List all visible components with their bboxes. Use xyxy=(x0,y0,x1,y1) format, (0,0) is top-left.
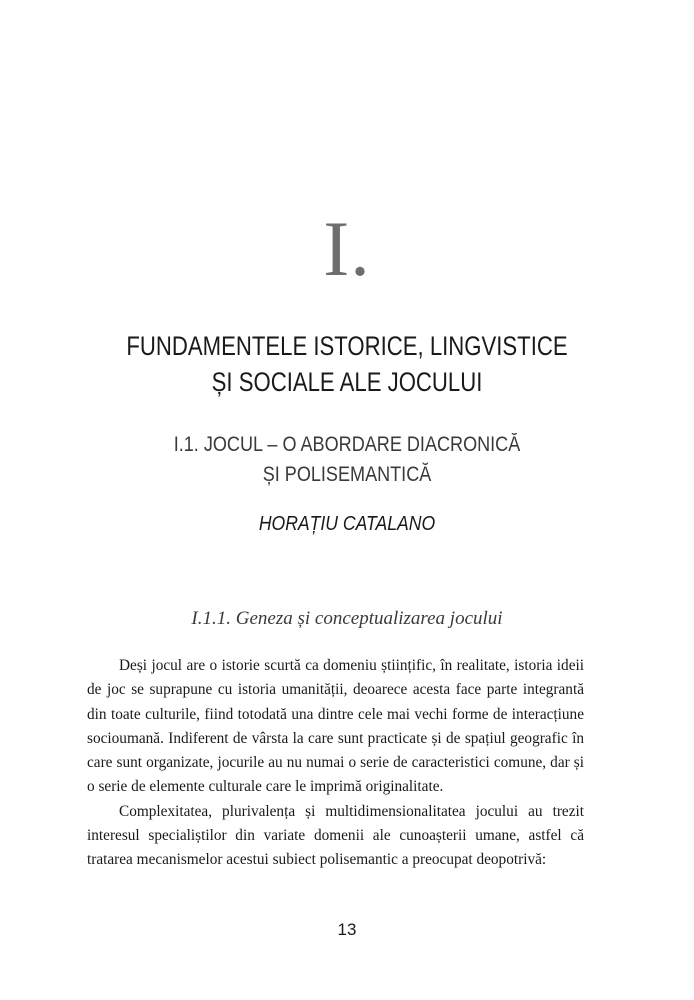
section-title-line-2: ȘI POLISEMANTICĂ xyxy=(262,463,432,486)
chapter-title-line-2: ȘI SOCIALE ALE JOCULUI xyxy=(211,367,483,397)
chapter-number: I. xyxy=(323,205,371,292)
chapter-title-line-1: FUNDAMENTELE ISTORICE, LINGVISTICE xyxy=(126,331,568,361)
author-name: HORAȚIU CATALANO xyxy=(258,513,436,535)
paragraph-2: Complexitatea, plurivalența și multidimensionalitatea jocului au trezit interesul specialiștilor din variate domenii ale cunoașterii umane, astfel că tratarea mecanismelor acestui subiect polisemantic a preocupat deopotrivă: xyxy=(87,802,584,869)
subsection-title: I.1.1. Geneza și conceptualizarea jocului xyxy=(191,608,503,629)
body-text xyxy=(87,654,584,873)
paragraph-1: Deși jocul are o istorie scurtă ca domeniu științific, în realitate, istoria ideii de joc se suprapune cu istoria umanității, deoarece acesta face parte integrantă din toate culturile, fiind totodată una dintre cele mai vechi forme de interacțiune socioumană. Indiferent de vârsta la care sunt practicate și de spațiul geografic în care sunt organizate, jocurile au nu numai o serie de caracteristici comune, dar și o serie de elemente culturale care le imprimă originalitate. xyxy=(87,657,584,796)
section-title-line-1: I.1. JOCUL – O ABORDARE DIACRONICĂ xyxy=(173,433,521,456)
section-title xyxy=(100,430,594,490)
page-number: 13 xyxy=(337,920,357,939)
chapter-title xyxy=(112,328,583,400)
